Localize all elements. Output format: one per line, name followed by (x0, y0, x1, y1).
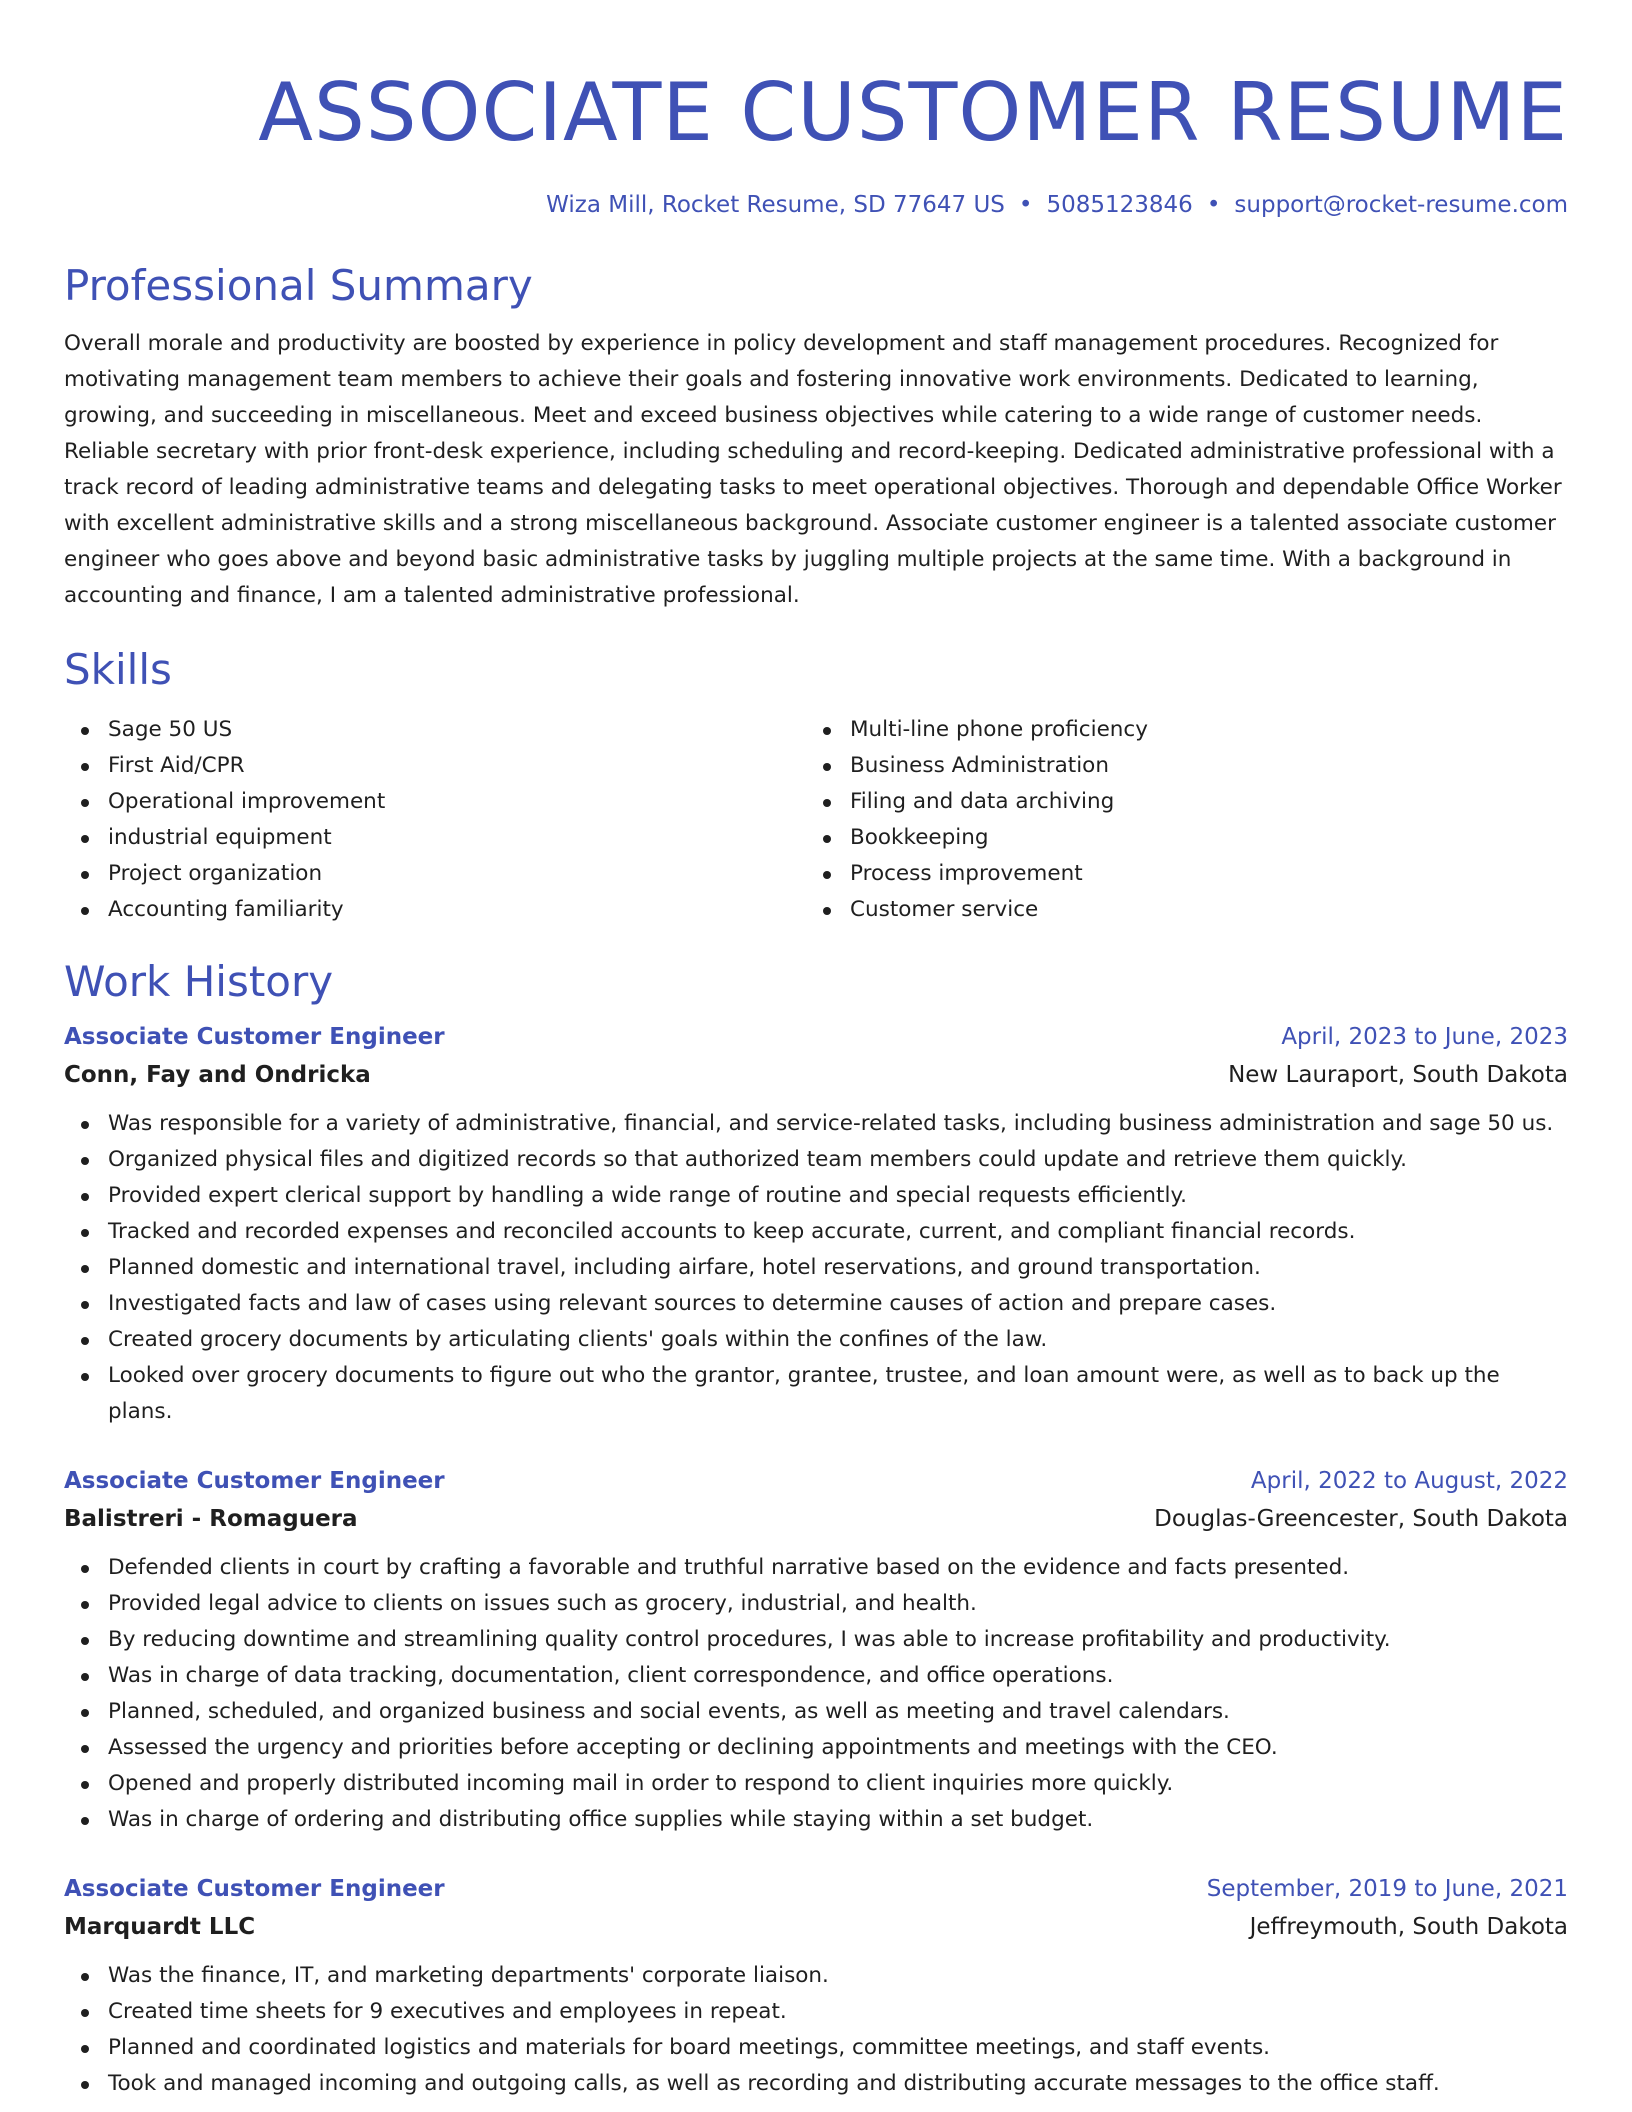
contact-email: support@rocket-resume.com (1234, 192, 1568, 218)
duty-item: Created time sheets for 9 executives and employees in repeat. (64, 1994, 1568, 2030)
skill-item: Business Administration (806, 748, 1548, 784)
duty-item: Planned domestic and international travel, including airfare, hotel reservations, and ground transportation. (64, 1250, 1568, 1286)
resume-page (64, 48, 1568, 2102)
skill-item: Process improvement (806, 856, 1548, 892)
job-entry (64, 1018, 1568, 1430)
summary-text: Overall morale and productivity are boosted by experience in policy development and staff management procedures. Recognized for motivating management team members to achieve their goals and fostering innovative work environments. Dedicated to learning, growing, and succeeding in miscellaneous. Meet and exceed business objectives while catering to a wide range of customer needs. Reliable secretary with prior front-desk experience, including scheduling and record-keeping. Dedicated administrative professional with a track record of leading administrative teams and delegating tasks to meet operational objectives. Thorough and dependable Office Worker with excellent administrative skills and a strong miscellaneous background. Associate customer engineer is a talented associate customer engineer who goes above and beyond basic administrative tasks by juggling multiple projects at the same time. With a background in accounting and finance, I am a talented administrative professional. (64, 331, 1562, 608)
job-subheader (64, 1908, 1568, 1946)
job-duties (64, 1106, 1568, 1430)
skill-item: Multi-line phone proficiency (806, 712, 1548, 748)
job-duties (64, 1550, 1568, 1838)
job-header (64, 1870, 1568, 1908)
duty-item: Was responsible for a variety of administrative, financial, and service-related tasks, including business administration and sage 50 us. (64, 1106, 1568, 1142)
skill-item: Project organization (64, 856, 806, 892)
skill-item: Accounting familiarity (64, 892, 806, 928)
skills-column-left (64, 712, 806, 928)
job-company: Conn, Fay and Ondricka (64, 1062, 371, 1088)
duty-item: Provided legal advice to clients on issues such as grocery, industrial, and health. (64, 1586, 1568, 1622)
skill-item: Operational improvement (64, 784, 806, 820)
duty-item: Planned, scheduled, and organized business and social events, as well as meeting and travel calendars. (64, 1694, 1568, 1730)
duty-item: Took and managed incoming and outgoing calls, as well as recording and distributing accurate messages to the office staff. (64, 2066, 1568, 2102)
duty-item: By reducing downtime and streamlining quality control procedures, I was able to increase profitability and productivity. (64, 1622, 1568, 1658)
duty-item: Organized physical files and digitized records so that authorized team members could update and retrieve them quickly. (64, 1142, 1568, 1178)
job-dates: September, 2019 to June, 2021 (1206, 1876, 1568, 1902)
job-header (64, 1462, 1568, 1500)
job-location: New Lauraport, South Dakota (1228, 1062, 1568, 1088)
skill-item: Customer service (806, 892, 1548, 928)
job-company: Balistreri - Romaguera (64, 1506, 358, 1532)
duty-item: Defended clients in court by crafting a favorable and truthful narrative based on the evidence and facts presented. (64, 1550, 1568, 1586)
duty-item: Was in charge of data tracking, documentation, client correspondence, and office operations. (64, 1658, 1568, 1694)
skill-item: Bookkeeping (806, 820, 1548, 856)
skills-heading: Skills (64, 645, 172, 694)
job-subheader (64, 1056, 1568, 1094)
contact-separator: • (1018, 192, 1033, 218)
contact-phone: 5085123846 (1046, 192, 1193, 218)
duty-item: Was the finance, IT, and marketing departments' corporate liaison. (64, 1958, 1568, 1994)
duty-item: Tracked and recorded expenses and reconciled accounts to keep accurate, current, and compliant financial records. (64, 1214, 1568, 1250)
job-entry (64, 1870, 1568, 2102)
duty-item: Assessed the urgency and priorities before accepting or declining appointments and meetings with the CEO. (64, 1730, 1568, 1766)
resume-title: ASSOCIATE CUSTOMER RESUME (258, 66, 1568, 159)
duty-item: Was in charge of ordering and distributing office supplies while staying within a set budget. (64, 1802, 1568, 1838)
duty-item: Opened and properly distributed incoming mail in order to respond to client inquiries more quickly. (64, 1766, 1568, 1802)
skill-item: industrial equipment (64, 820, 806, 856)
job-title: Associate Customer Engineer (64, 1876, 445, 1902)
job-duties (64, 1958, 1568, 2102)
job-location: Jeffreymouth, South Dakota (1249, 1914, 1568, 1940)
job-subheader (64, 1500, 1568, 1538)
job-company: Marquardt LLC (64, 1914, 256, 1940)
skill-item: Filing and data archiving (806, 784, 1548, 820)
job-location: Douglas-Greencester, South Dakota (1154, 1506, 1568, 1532)
work-history-heading: Work History (64, 957, 334, 1006)
job-dates: April, 2022 to August, 2022 (1250, 1468, 1568, 1494)
skills-column-right (806, 712, 1548, 928)
duty-item: Looked over grocery documents to figure out who the grantor, grantee, trustee, and loan amount were, as well as to back up the plans. (64, 1358, 1568, 1430)
skills-list (64, 712, 1568, 928)
job-title: Associate Customer Engineer (64, 1468, 445, 1494)
job-entry (64, 1462, 1568, 1838)
skill-item: First Aid/CPR (64, 748, 806, 784)
job-title: Associate Customer Engineer (64, 1024, 445, 1050)
contact-line (64, 188, 1568, 222)
contact-separator: • (1206, 192, 1221, 218)
summary-heading: Professional Summary (64, 261, 533, 310)
job-dates: April, 2023 to June, 2023 (1281, 1024, 1568, 1050)
skill-item: Sage 50 US (64, 712, 806, 748)
duty-item: Provided expert clerical support by handling a wide range of routine and special requests efficiently. (64, 1178, 1568, 1214)
duty-item: Planned and coordinated logistics and materials for board meetings, committee meetings, and staff events. (64, 2030, 1568, 2066)
job-header (64, 1018, 1568, 1056)
contact-address: Wiza Mill, Rocket Resume, SD 77647 US (546, 192, 1005, 218)
duty-item: Investigated facts and law of cases using relevant sources to determine causes of action and prepare cases. (64, 1286, 1568, 1322)
duty-item: Created grocery documents by articulating clients' goals within the confines of the law. (64, 1322, 1568, 1358)
